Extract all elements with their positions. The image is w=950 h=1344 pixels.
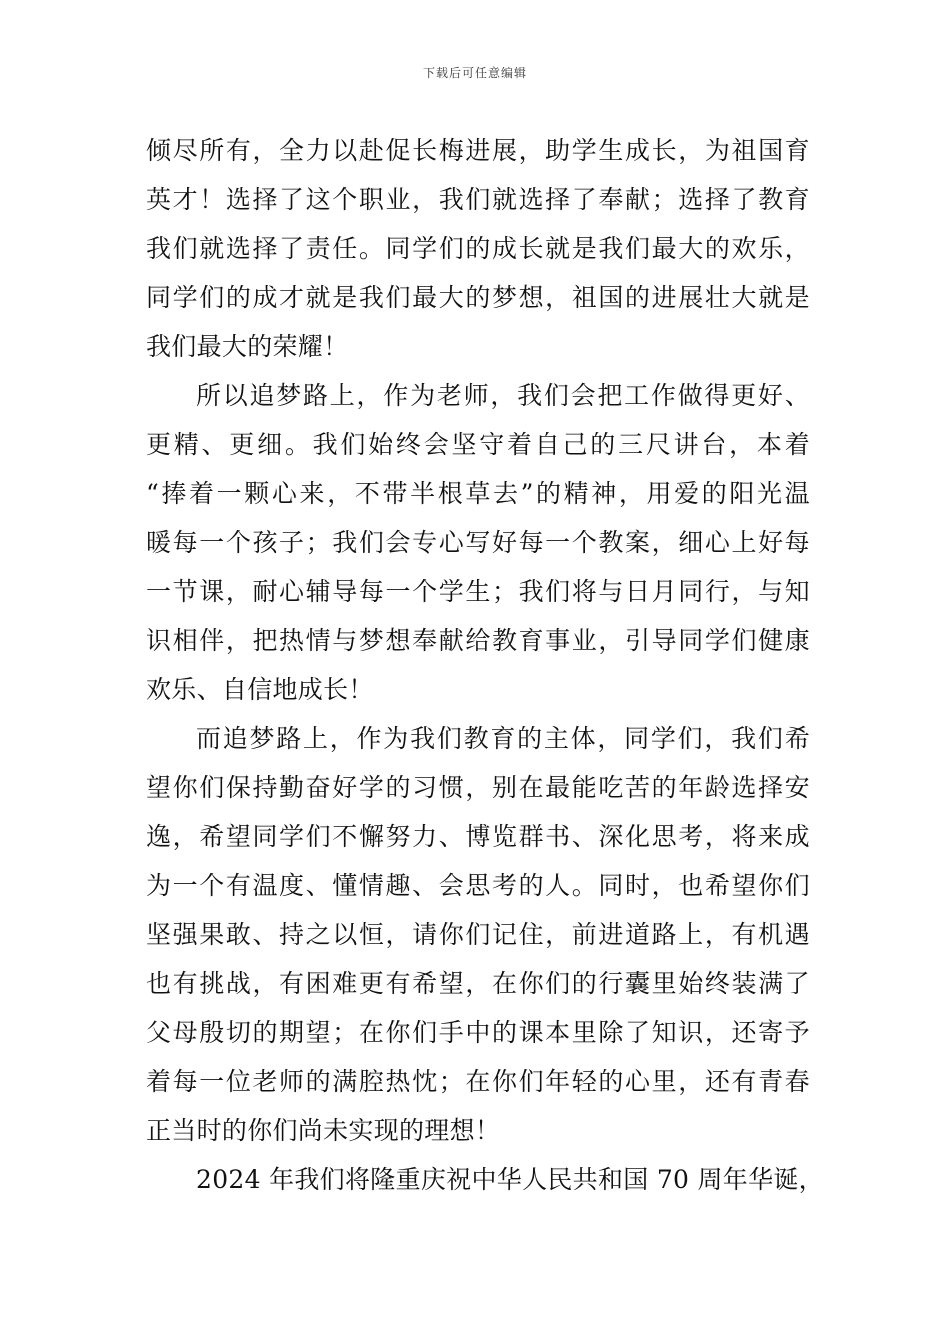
text-line: 也有挑战，有困难更有希望，在你们的行囊里始终装满了 — [146, 969, 810, 998]
text-line: 英才！选择了这个职业，我们就选择了奉献；选择了教育 — [146, 185, 810, 214]
text-line: 望你们保持勤奋好学的习惯，别在最能吃苦的年龄选择安 — [146, 773, 810, 802]
page-header: 下载后可任意编辑 — [422, 66, 527, 80]
text-line: 欢乐、自信地成长！ — [146, 675, 374, 704]
text-line: 逸，希望同学们不懈努力、博览群书、深化思考，将来成 — [146, 822, 810, 851]
text-line: 所以追梦路上，作为老师，我们会把工作做得更好、 — [196, 381, 810, 410]
text-line: 一节课，耐心辅导每一个学生；我们将与日月同行，与知 — [146, 577, 810, 606]
text-line: 2024 年我们将隆重庆祝中华人民共和国 70 周年华诞， — [196, 1165, 824, 1194]
document-body — [146, 126, 824, 1204]
text-line: 而追梦路上，作为我们教育的主体，同学们，我们希 — [196, 724, 810, 753]
text-line: 识相伴，把热情与梦想奉献给教育事业，引导同学们健康 — [146, 626, 810, 655]
text-line: 父母殷切的期望；在你们手中的课本里除了知识，还寄予 — [146, 1018, 810, 1047]
text-line: 正当时的你们尚未实现的理想！ — [146, 1116, 501, 1145]
text-line: 暖每一个孩子；我们会专心写好每一个教案，细心上好每 — [146, 528, 810, 557]
text-line: 倾尽所有，全力以赴促长梅进展，助学生成长，为祖国育 — [146, 136, 810, 165]
text-line: “捧着一颗心来，不带半根草去”的精神，用爱的阳光温 — [146, 479, 810, 508]
text-line: 坚强果敢、持之以恒，请你们记住，前进道路上，有机遇 — [146, 920, 810, 949]
text-line: 我们就选择了责任。同学们的成长就是我们最大的欢乐， — [146, 234, 810, 263]
text-line: 着每一位老师的满腔热忱；在你们年轻的心里，还有青春 — [146, 1067, 810, 1096]
text-line: 同学们的成才就是我们最大的梦想，祖国的进展壮大就是 — [146, 283, 810, 312]
text-line: 更精、更细。我们始终会坚守着自己的三尺讲台，本着 — [146, 430, 810, 459]
text-line: 为一个有温度、懂情趣、会思考的人。同时，也希望你们 — [146, 871, 810, 900]
text-line: 我们最大的荣耀！ — [146, 332, 349, 361]
